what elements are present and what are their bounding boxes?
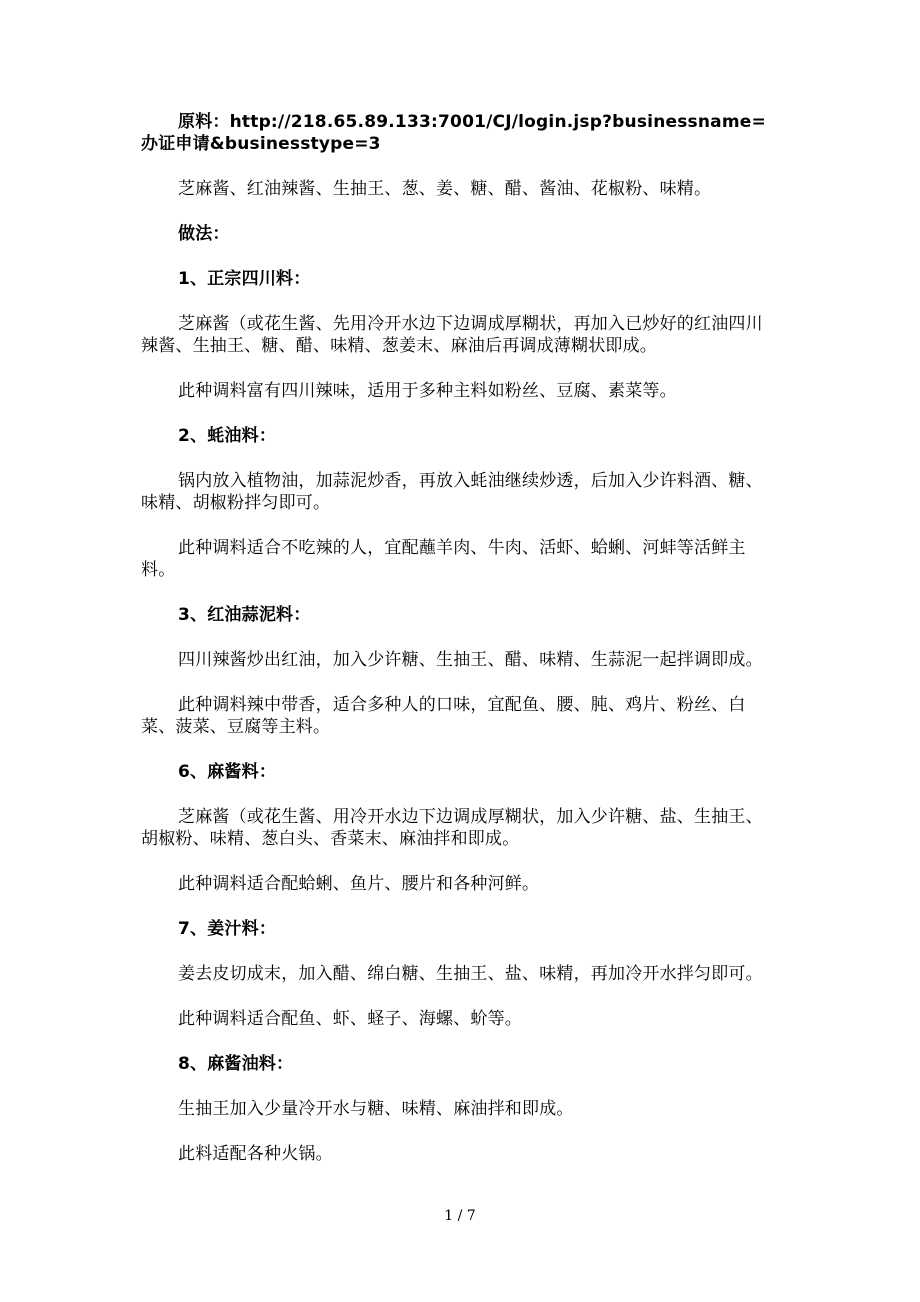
source-label: 原料： (178, 112, 230, 132)
section-3 (141, 604, 775, 738)
section-heading: 3、红油蒜泥料： (178, 605, 311, 625)
source-url-continued: 办证申请&businesstype=3 (141, 134, 381, 154)
section-heading: 7、姜汁料： (178, 919, 277, 939)
section-paragraph: 此种调料适合配鱼、虾、蛏子、海螺、蚧等。 (178, 1009, 522, 1029)
section-6 (141, 761, 775, 895)
section-paragraph: 四川辣酱炒出红油，加入少许糖、生抽王、醋、味精、生蒜泥一起拌调即成。 (178, 650, 763, 670)
section-paragraph: 芝麻酱（或花生酱、先用冷开水边下边调成厚糊状，再加入已炒好的红油四川辣酱、生抽王、糖、醋、味精、葱姜末、麻油后再调成薄糊状即成。 (141, 314, 763, 356)
section-1 (141, 268, 775, 402)
method-label: 做法： (178, 224, 230, 244)
ingredients-text: 芝麻酱、红油辣酱、生抽王、葱、姜、糖、醋、酱油、花椒粉、味精。 (178, 179, 712, 199)
section-paragraph: 姜去皮切成末，加入醋、绵白糖、生抽王、盐、味精，再加冷开水拌匀即可。 (178, 964, 763, 984)
source-line (141, 111, 775, 133)
section-paragraph: 锅内放入植物油，加蒜泥炒香，再放入蚝油继续炒透，后加入少许料酒、糖、味精、胡椒粉拌匀即可。 (141, 471, 763, 513)
section-paragraph: 此种调料适合配蛤蜊、鱼片、腰片和各种河鲜。 (178, 874, 540, 894)
section-heading: 8、麻酱油料： (178, 1054, 294, 1074)
document-body (141, 111, 775, 1165)
section-heading: 1、正宗四川料： (178, 269, 311, 289)
section-heading: 2、蚝油料： (178, 426, 277, 446)
section-paragraph: 此种调料辣中带香，适合多种人的口味，宜配鱼、腰、肫、鸡片、粉丝、白菜、菠菜、豆腐等主料。 (141, 695, 746, 737)
section-paragraph: 此种调料富有四川辣味，适用于多种主料如粉丝、豆腐、素菜等。 (178, 381, 677, 401)
section-7 (141, 918, 775, 1030)
page-number: 1 / 7 (444, 1208, 476, 1224)
section-8 (141, 1053, 775, 1165)
section-paragraph: 芝麻酱（或花生酱、用冷开水边下边调成厚糊状，加入少许糖、盐、生抽王、胡椒粉、味精、葱白头、香菜末、麻油拌和即成。 (141, 807, 763, 849)
section-heading: 6、麻酱料： (178, 762, 277, 782)
section-paragraph: 此料适配各种火锅。 (178, 1144, 333, 1164)
section-paragraph: 生抽王加入少量冷开水与糖、味精、麻油拌和即成。 (178, 1099, 574, 1119)
section-2 (141, 425, 775, 581)
section-paragraph: 此种调料适合不吃辣的人，宜配蘸羊肉、牛肉、活虾、蛤蜊、河蚌等活鲜主料。 (141, 538, 746, 580)
source-url[interactable]: http://218.65.89.133:7001/CJ/login.jsp?businessname= (229, 112, 766, 132)
